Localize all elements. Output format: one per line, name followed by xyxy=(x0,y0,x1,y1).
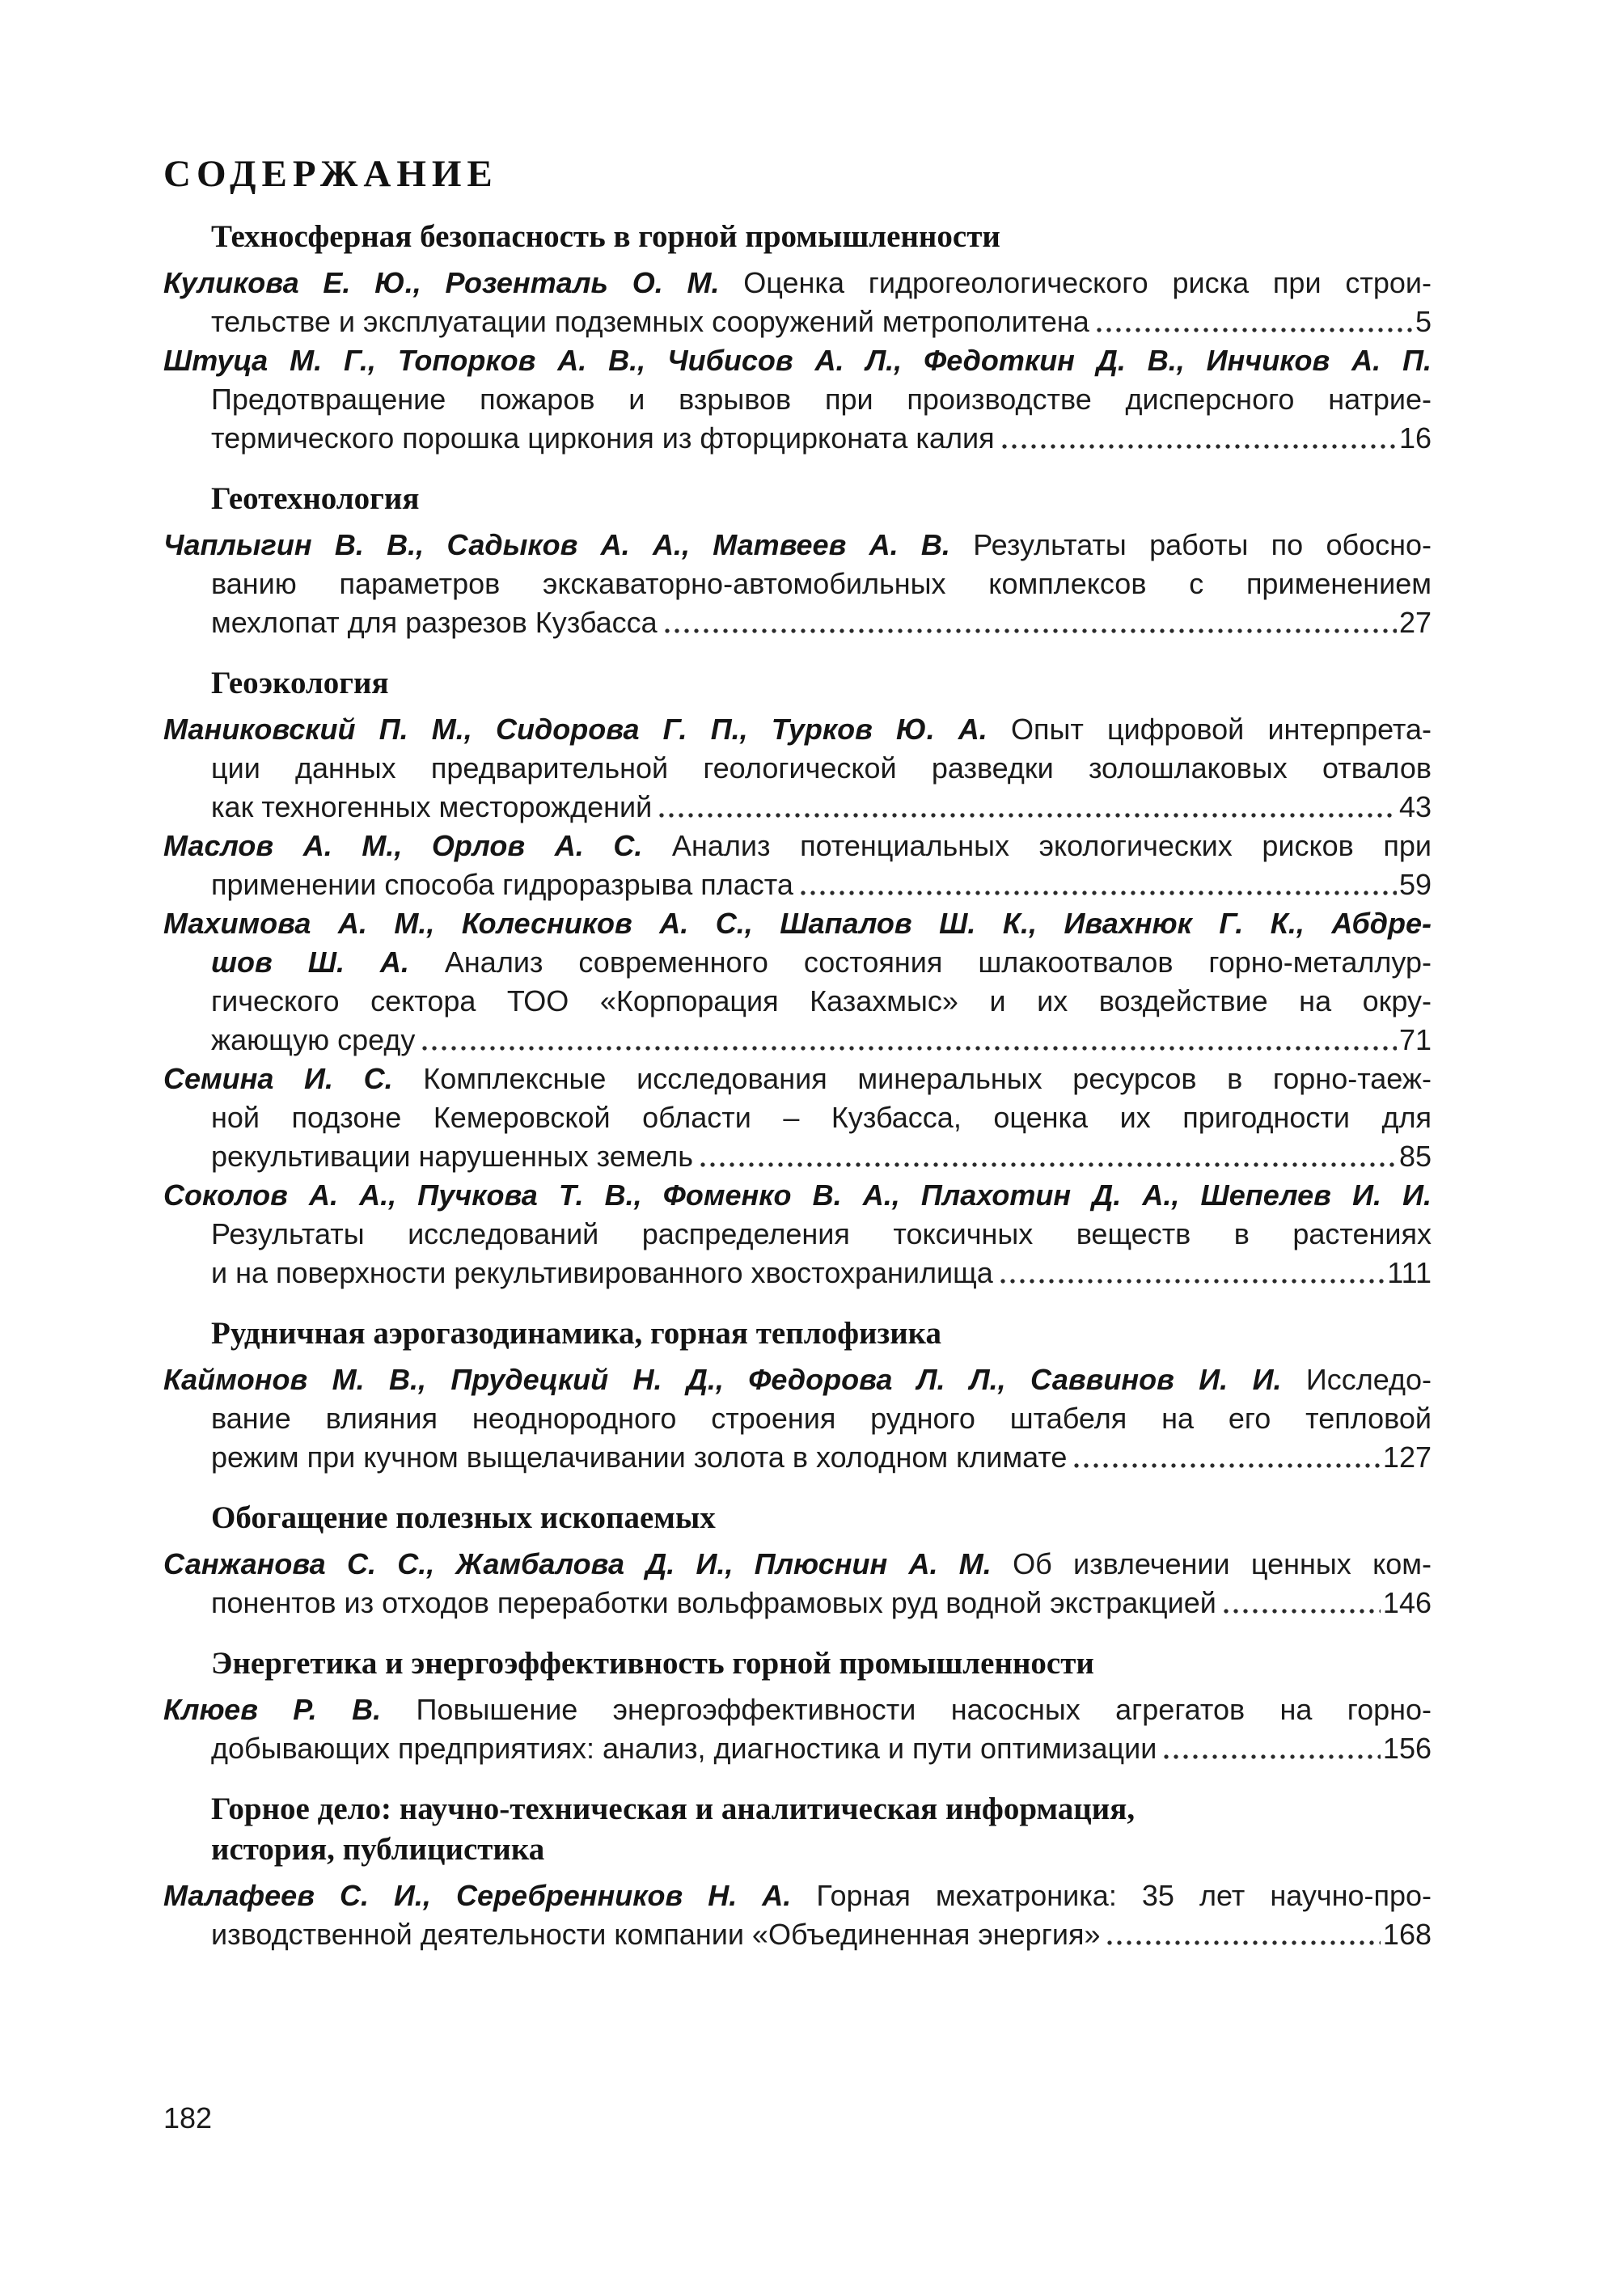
section-heading-block xyxy=(163,217,1432,257)
entry-title-text: вание влияния неоднородного строения рудного штабеля на его тепловой xyxy=(211,1402,1432,1435)
entry-title-text: изводственной деятельности компании «Объединенная энергия» xyxy=(211,1918,1101,1951)
entry-line xyxy=(163,982,1432,1021)
dot-leader xyxy=(1094,302,1413,341)
entry-line xyxy=(163,1876,1432,1915)
entry-page-number: 16 xyxy=(1398,421,1432,455)
entry-line xyxy=(163,603,1432,642)
toc-entry xyxy=(163,1690,1432,1768)
entry-page-number: 85 xyxy=(1398,1140,1432,1173)
section-heading: Энергетика и энергоэффективность горной промышленности xyxy=(211,1646,1094,1681)
entry-title-text: Результаты исследований распределения токсичных веществ в растениях xyxy=(211,1217,1432,1250)
entry-line xyxy=(163,710,1432,749)
entry-authors: Чаплыгин В. В., Садыков А. А., Матвеев А. В. xyxy=(163,528,950,561)
entry-line-text xyxy=(211,1915,1100,1954)
entry-line xyxy=(163,904,1432,943)
entry-line xyxy=(163,1729,1432,1768)
entry-line xyxy=(163,1215,1432,1254)
dot-leader xyxy=(798,865,1397,904)
entry-page-number: 111 xyxy=(1387,1256,1432,1289)
section-heading-block xyxy=(163,663,1432,704)
entry-page-number: 156 xyxy=(1382,1732,1432,1765)
entry-line xyxy=(163,943,1432,982)
entry-title-text: Опыт цифровой интерпрета- xyxy=(987,713,1432,746)
toc-entry xyxy=(163,1360,1432,1477)
entry-line xyxy=(163,1915,1432,1954)
entry-title-text: гического сектора ТОО «Корпорация Казахмыс» и их воздействие на окру- xyxy=(211,984,1432,1017)
entry-title-text: Комплексные исследования минеральных ресурсов в горно-таеж- xyxy=(392,1062,1432,1095)
entry-line xyxy=(163,1584,1432,1622)
entry-line xyxy=(163,1690,1432,1729)
entry-title-text: как техногенных месторождений xyxy=(211,790,653,823)
entry-title-text: рекультивации нарушенных земель xyxy=(211,1140,694,1173)
toc-entry xyxy=(163,1545,1432,1622)
entry-page-number: 27 xyxy=(1398,606,1432,639)
dot-leader xyxy=(998,1254,1385,1292)
entry-title-text: ции данных предварительной геологической разведки золошлаковых отвалов xyxy=(211,751,1432,785)
entry-line-text xyxy=(211,419,995,458)
entry-page-number: 59 xyxy=(1398,868,1432,901)
entry-line xyxy=(163,788,1432,827)
entry-title-text: понентов из отходов переработки вольфрамовых руд водной экстракцией xyxy=(211,1586,1216,1619)
entry-page-number: 168 xyxy=(1382,1918,1432,1951)
toc-section xyxy=(163,1789,1432,1954)
toc-entry xyxy=(163,827,1432,904)
entry-authors: Соколов А. А., Пучкова Т. В., Фоменко В. А., Плахотин Д. А., Шепелев И. И. xyxy=(163,1178,1432,1212)
toc-entry xyxy=(163,1176,1432,1292)
entry-page-number: 127 xyxy=(1382,1441,1432,1474)
toc-entry xyxy=(163,710,1432,827)
entry-title-text: Оценка гидрогеологического риска при строи- xyxy=(719,266,1432,299)
entry-line xyxy=(163,749,1432,788)
entry-title-text: Предотвращение пожаров и взрывов при производстве дисперсного натрие- xyxy=(211,383,1432,416)
dot-leader xyxy=(1000,419,1397,458)
entry-title-text: Горная мехатроника: 35 лет научно-про- xyxy=(791,1879,1432,1912)
dot-leader xyxy=(662,603,1397,642)
entry-title-text: и на поверхности рекультивированного хвостохранилища xyxy=(211,1256,993,1289)
entry-title-text: Об извлечении ценных ком- xyxy=(991,1547,1432,1580)
entry-line-text xyxy=(211,865,793,904)
entry-line xyxy=(163,1438,1432,1477)
entry-title-text: Результаты работы по обосно- xyxy=(949,528,1432,561)
footer-page-number: 182 xyxy=(163,2101,213,2134)
entry-line xyxy=(163,1021,1432,1060)
entry-authors: шов Ш. А. xyxy=(211,946,409,979)
entry-authors: Малафеев С. И., Серебренников Н. А. xyxy=(163,1879,792,1912)
section-heading: Горное дело: научно-техническая и аналитическая информация, xyxy=(211,1792,1136,1826)
entry-title-text: Повышение энергоэффективности насосных агрегатов на горно- xyxy=(381,1693,1432,1726)
entry-title-text: жающую среду xyxy=(211,1023,416,1056)
toc xyxy=(163,217,1432,1954)
entry-line xyxy=(163,380,1432,419)
entry-line xyxy=(163,1060,1432,1098)
entry-line-text xyxy=(211,1438,1067,1477)
section-heading-block xyxy=(163,1789,1432,1870)
section-heading: история, публицистика xyxy=(211,1832,545,1867)
dot-leader xyxy=(420,1021,1397,1060)
entry-authors: Санжанова С. С., Жамбалова Д. И., Плюснин А. М. xyxy=(163,1547,992,1580)
section-heading: Геоэкология xyxy=(211,666,389,700)
toc-section xyxy=(163,479,1432,642)
entry-authors: Махимова А. М., Колесников А. С., Шапалов Ш. К., Ивахнюк Г. К., Абдре- xyxy=(163,907,1432,940)
toc-entry xyxy=(163,1060,1432,1176)
entry-line xyxy=(163,565,1432,603)
entry-line xyxy=(163,302,1432,341)
section-heading-block xyxy=(163,1644,1432,1684)
entry-authors: Клюев Р. В. xyxy=(163,1693,382,1726)
entry-title-text: тельстве и эксплуатации подземных сооружений метрополитена xyxy=(211,305,1089,338)
entry-line xyxy=(163,1399,1432,1438)
dot-leader xyxy=(698,1137,1397,1176)
toc-entry xyxy=(163,341,1432,458)
entry-title-text: ной подзоне Кемеровской области – Кузбасса, оценка их пригодности для xyxy=(211,1101,1432,1134)
entry-title-text: применении способа гидроразрыва пласта xyxy=(211,868,793,901)
entry-title-text: ванию параметров экскаваторно-автомобильных комплексов с применением xyxy=(211,567,1432,600)
entry-page-number: 5 xyxy=(1415,305,1432,338)
entry-title-text: мехлопат для разрезов Кузбасса xyxy=(211,606,658,639)
entry-authors: Семина И. С. xyxy=(163,1062,393,1095)
entry-title-text: режим при кучном выщелачивании золота в холодном климате xyxy=(211,1441,1068,1474)
entry-title-text: термического порошка циркония из фторцирконата калия xyxy=(211,421,995,455)
entry-authors: Маслов А. М., Орлов А. С. xyxy=(163,829,643,862)
entry-line-text xyxy=(211,1021,415,1060)
entry-title-text: Анализ потенциальных экологических рисков при xyxy=(642,829,1432,862)
entry-line xyxy=(163,419,1432,458)
dot-leader xyxy=(657,788,1397,827)
entry-title-text: добывающих предприятиях: анализ, диагностика и пути оптимизации xyxy=(211,1732,1157,1765)
entry-line xyxy=(163,827,1432,865)
toc-entry xyxy=(163,904,1432,1060)
toc-section xyxy=(163,663,1432,1292)
entry-line-text xyxy=(211,1584,1216,1622)
entry-page-number: 71 xyxy=(1398,1023,1432,1056)
entry-authors: Маниковский П. М., Сидорова Г. П., Турков Ю. А. xyxy=(163,713,988,746)
entry-line-text xyxy=(211,1137,693,1176)
entry-title-text: Исследо- xyxy=(1281,1363,1432,1396)
toc-entry xyxy=(163,264,1432,341)
section-heading-block xyxy=(163,479,1432,519)
entry-line-text xyxy=(211,788,652,827)
dot-leader xyxy=(1221,1584,1381,1622)
section-heading: Техносферная безопасность в горной промышленности xyxy=(211,219,1000,254)
entry-line xyxy=(163,1137,1432,1176)
entry-title-text: Анализ современного состояния шлакоотвалов горно-металлур- xyxy=(408,946,1432,979)
entry-line-text xyxy=(211,603,658,642)
entry-line xyxy=(163,1545,1432,1584)
entry-line xyxy=(163,1360,1432,1399)
entry-authors: Штуца М. Г., Топорков А. В., Чибисов А. Л., Федоткин Д. В., Инчиков А. П. xyxy=(163,344,1432,377)
entry-line xyxy=(163,1098,1432,1137)
entry-page-number: 146 xyxy=(1382,1586,1432,1619)
section-heading-block xyxy=(163,1314,1432,1354)
entry-line xyxy=(163,341,1432,380)
entry-line xyxy=(163,865,1432,904)
toc-section xyxy=(163,1644,1432,1768)
entry-line xyxy=(163,1254,1432,1292)
page-title: СОДЕРЖАНИЕ xyxy=(163,153,498,195)
toc-section xyxy=(163,217,1432,458)
section-heading: Геотехнология xyxy=(211,481,420,516)
entry-line-text xyxy=(211,302,1089,341)
entry-authors: Куликова Е. Ю., Розенталь О. М. xyxy=(163,266,720,299)
dot-leader xyxy=(1072,1438,1380,1477)
entry-line xyxy=(163,526,1432,565)
toc-section xyxy=(163,1314,1432,1477)
toc-entry xyxy=(163,1876,1432,1954)
toc-section xyxy=(163,1498,1432,1622)
section-heading: Обогащение полезных ископаемых xyxy=(211,1500,716,1535)
section-heading: Рудничная аэрогазодинамика, горная теплофизика xyxy=(211,1316,942,1351)
entry-line-text xyxy=(211,1254,993,1292)
entry-line-text xyxy=(211,1729,1157,1768)
entry-authors: Каймонов М. В., Прудецкий Н. Д., Федорова Л. Л., Саввинов И. И. xyxy=(163,1363,1282,1396)
dot-leader xyxy=(1105,1915,1380,1954)
entry-line xyxy=(163,1176,1432,1215)
section-heading-block xyxy=(163,1498,1432,1538)
entry-page-number: 43 xyxy=(1398,790,1432,823)
entry-line xyxy=(163,264,1432,302)
toc-entry xyxy=(163,526,1432,642)
dot-leader xyxy=(1161,1729,1381,1768)
